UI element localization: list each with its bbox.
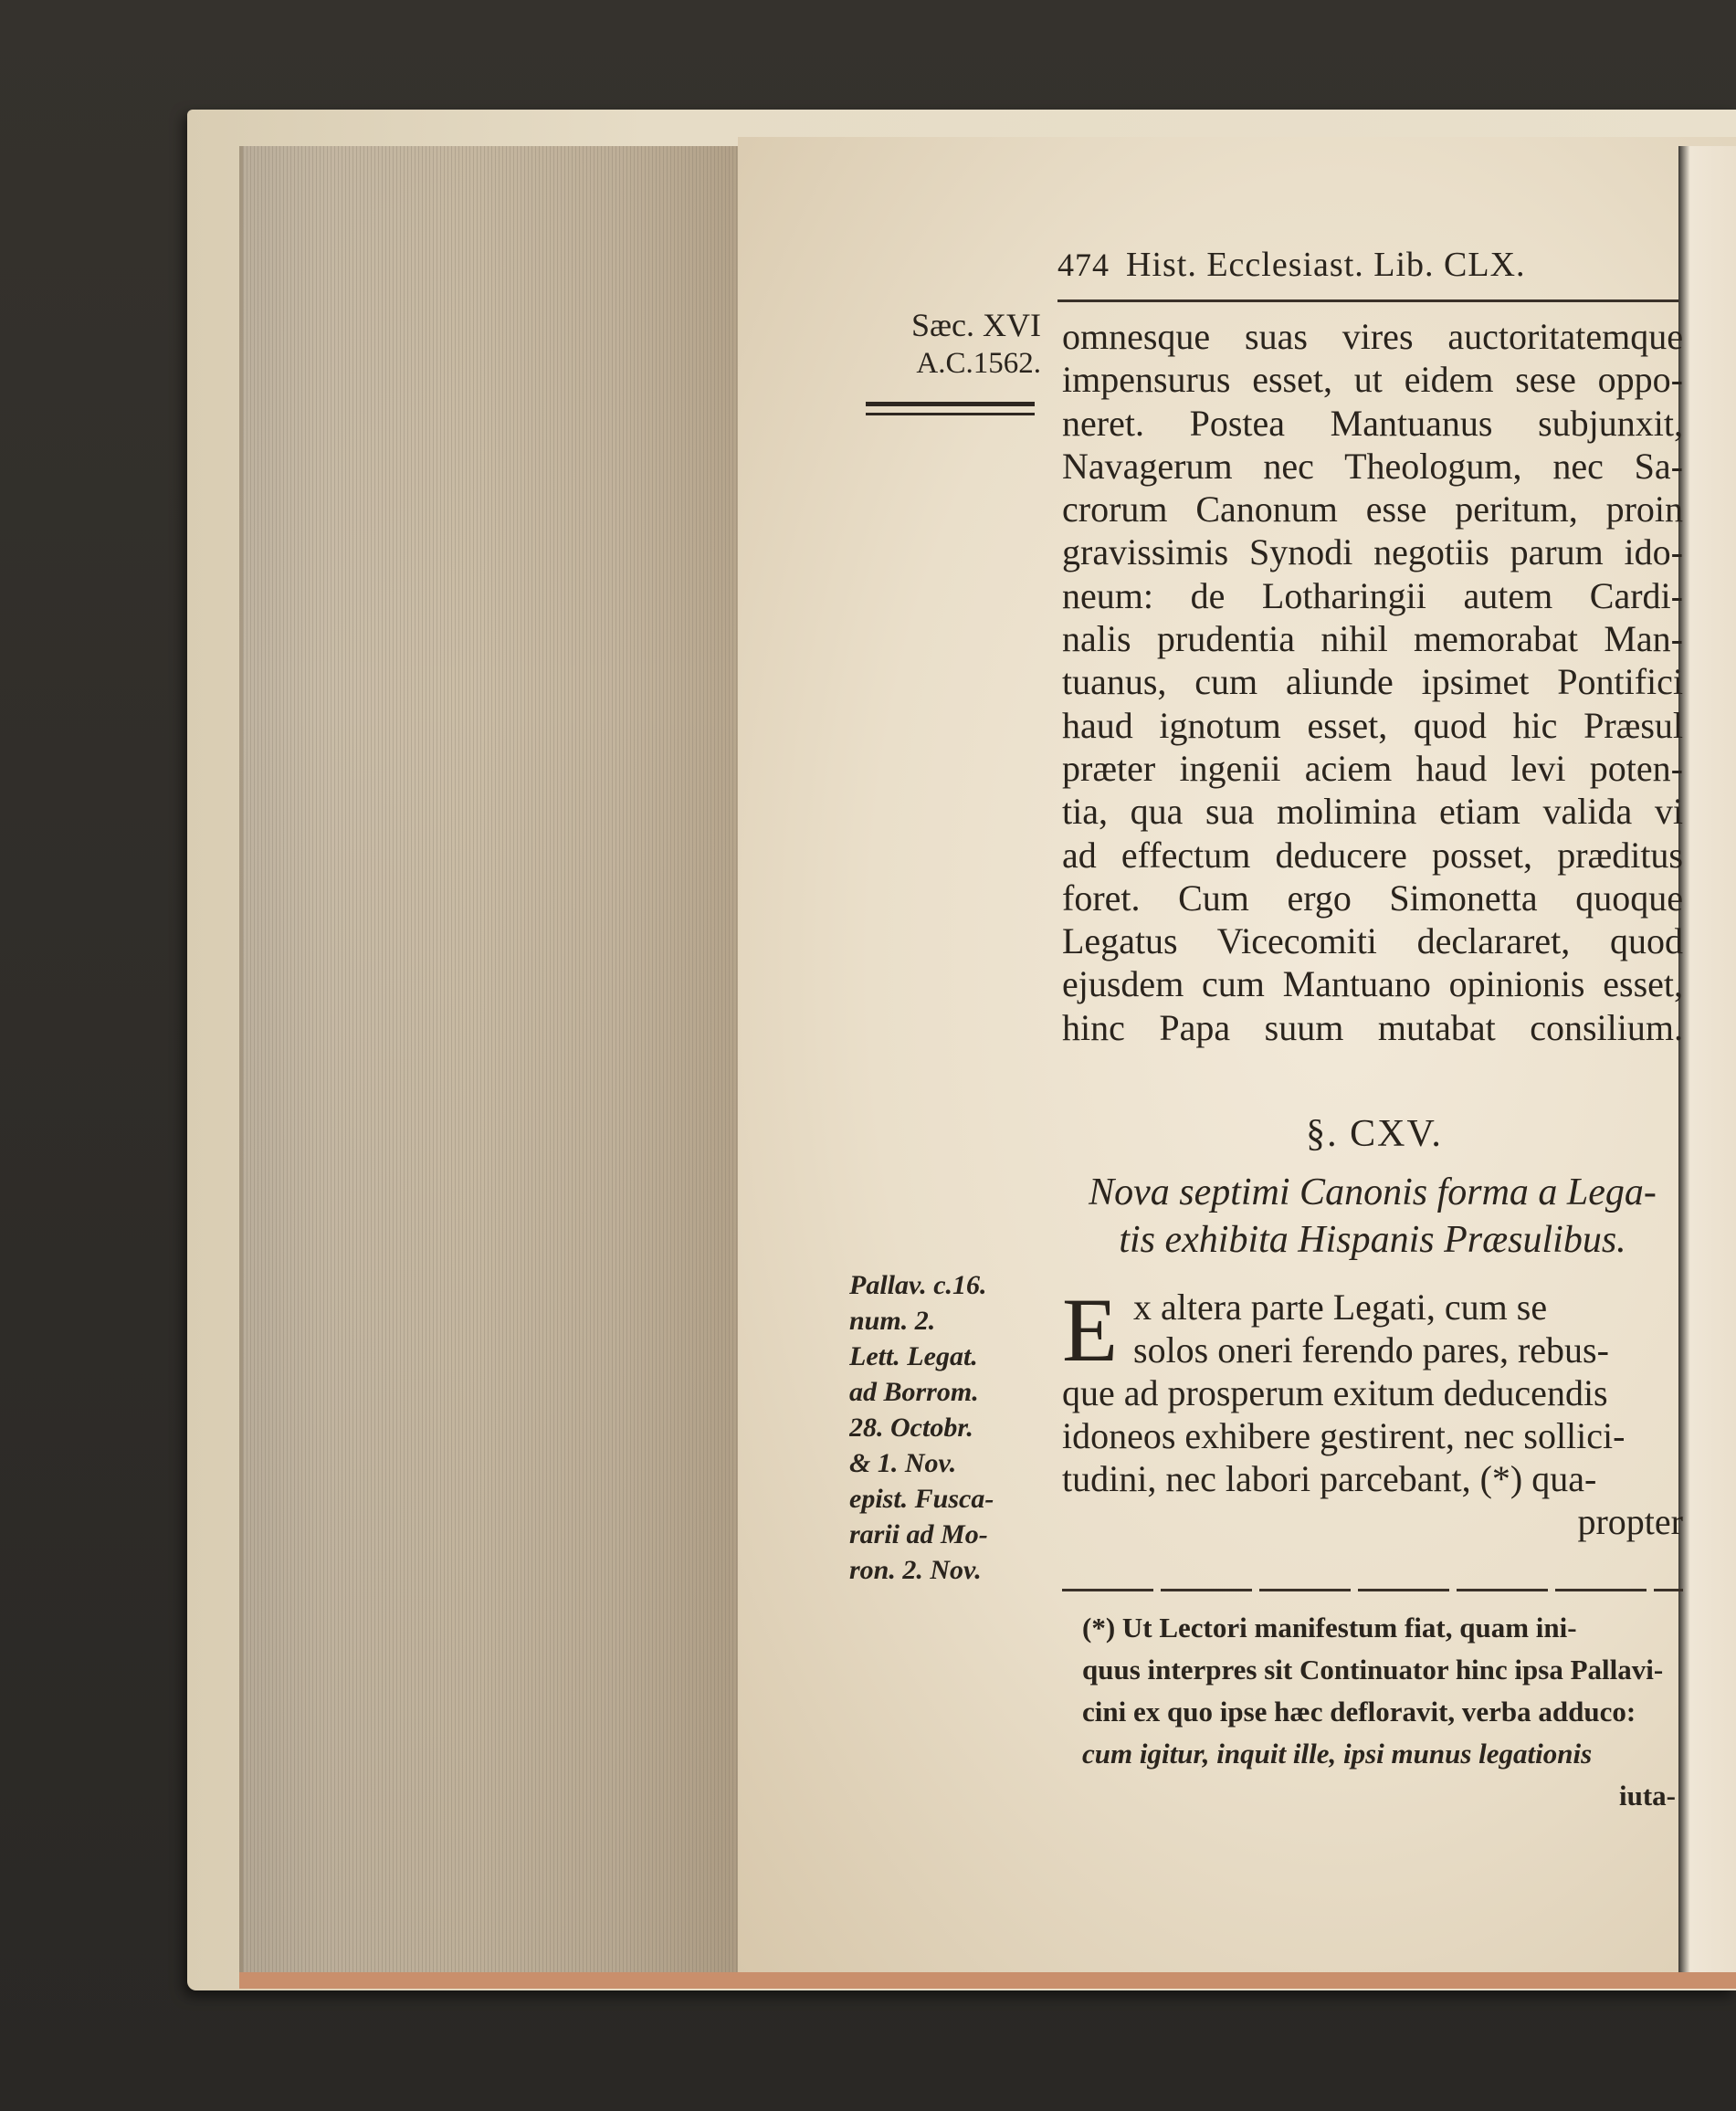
footnote-line: cum igitur, inquit ille, ipsi munus legationis xyxy=(1082,1738,1593,1770)
catchword: propter xyxy=(1577,1501,1683,1542)
paragraph xyxy=(1062,1279,1683,1560)
text-line: x altera parte Legati, cum se xyxy=(1133,1287,1548,1328)
century-label: Sæc. XVI xyxy=(911,307,1041,343)
bleed-through-text xyxy=(813,1059,1032,1297)
margin-ref-line: num. 2. xyxy=(849,1306,936,1336)
text-line: que ad prosperum exitum deducendis xyxy=(1062,1372,1608,1413)
section-number: §. CXV. xyxy=(1306,1113,1443,1155)
text-line: Navagerum nec Theologum, nec Sa- xyxy=(1062,445,1683,487)
drop-cap: E xyxy=(1062,1279,1119,1381)
margin-ref-line: ron. 2. Nov. xyxy=(849,1555,982,1585)
text-line: tia, qua sua molimina etiam valida vi xyxy=(1062,791,1683,833)
page-block-shade xyxy=(239,146,740,1972)
footnote-catchword: iuta- xyxy=(1619,1780,1676,1812)
facing-page-edge xyxy=(1678,146,1736,1972)
footnote-line: (*) Ut Lectori manifestum fiat, quam ini- xyxy=(1082,1612,1577,1644)
margin-ref-line: ad Borrom. xyxy=(849,1377,979,1407)
text-line: ejusdem cum Mantuano opinionis esset, xyxy=(1062,963,1683,1005)
text-line: solos oneri ferendo pares, rebus- xyxy=(1133,1329,1609,1371)
margin-rule xyxy=(866,402,1035,406)
text-line: gravissimis Synodi negotiis parum ido- xyxy=(1062,531,1683,573)
cover-turn-in xyxy=(239,1972,1736,1989)
text-line: haud ignotum esset, quod hic Præsul xyxy=(1062,704,1683,746)
margin-ref-line: epist. Fusca- xyxy=(849,1484,994,1514)
footnote-rule xyxy=(1062,1589,1683,1591)
margin-ref-line: Pallav. c.16. xyxy=(849,1270,987,1300)
text-line: impensurus esset, ut eidem sese oppo- xyxy=(1062,359,1683,401)
section-title-line: tis exhibita Hispanis Præsulibus. xyxy=(1119,1219,1626,1261)
text-line: foret. Cum ergo Simonetta quoque xyxy=(1062,877,1683,919)
section-title-line: Nova septimi Canonis forma a Lega- xyxy=(1089,1171,1657,1213)
running-title: Hist. Ecclesiast. Lib. CLX. xyxy=(1126,246,1526,284)
margin-ref-line: & 1. Nov. xyxy=(849,1448,957,1478)
text-line: tuanus, cum aliunde ipsimet Pontifici xyxy=(1062,661,1683,703)
body-text xyxy=(1062,315,1683,1091)
text-line: crorum Canonum esse peritum, proin xyxy=(1062,488,1683,530)
text-line: Legatus Vicecomiti declararet, quod xyxy=(1062,920,1683,962)
text-line: omnesque suas vires auctoritatemque xyxy=(1062,316,1683,357)
text-line: ad effectum deducere posset, præditus xyxy=(1062,834,1683,876)
footnote-line: cini ex quo ipse hæc defloravit, verba adduco: xyxy=(1082,1696,1636,1728)
section-title xyxy=(1062,1169,1683,1264)
text-line: neum: de Lotharingii autem Cardi- xyxy=(1062,574,1683,616)
page-number: 474 xyxy=(1057,247,1110,283)
text-line: tudini, nec labori parcebant, (*) qua- xyxy=(1062,1458,1597,1499)
footnote xyxy=(1082,1607,1685,1854)
text-line: neret. Postea Mantuanus subjunxit, xyxy=(1062,402,1683,444)
text-line: nalis prudentia nihil memorabat Man- xyxy=(1062,618,1683,660)
year-label: A.C.1562. xyxy=(916,347,1041,380)
margin-ref-line: rarii ad Mo- xyxy=(849,1519,988,1549)
header-rule xyxy=(1057,299,1678,302)
text-line: præter ingenii aciem haud levi poten- xyxy=(1062,747,1683,789)
running-head xyxy=(1057,245,1678,299)
text-line: hinc Papa suum mutabat consilium. xyxy=(1062,1006,1683,1048)
margin-ref-line: Lett. Legat. xyxy=(849,1341,978,1371)
margin-ref-line: 28. Octobr. xyxy=(849,1413,973,1443)
margin-references xyxy=(849,1267,1041,1588)
margin-date-note xyxy=(858,306,1041,383)
text-line: idoneos exhibere gestirent, nec sollici- xyxy=(1062,1415,1626,1456)
footnote-line: quus interpres sit Continuator hinc ipsa Pallavi- xyxy=(1082,1654,1664,1686)
margin-rule xyxy=(866,413,1035,415)
